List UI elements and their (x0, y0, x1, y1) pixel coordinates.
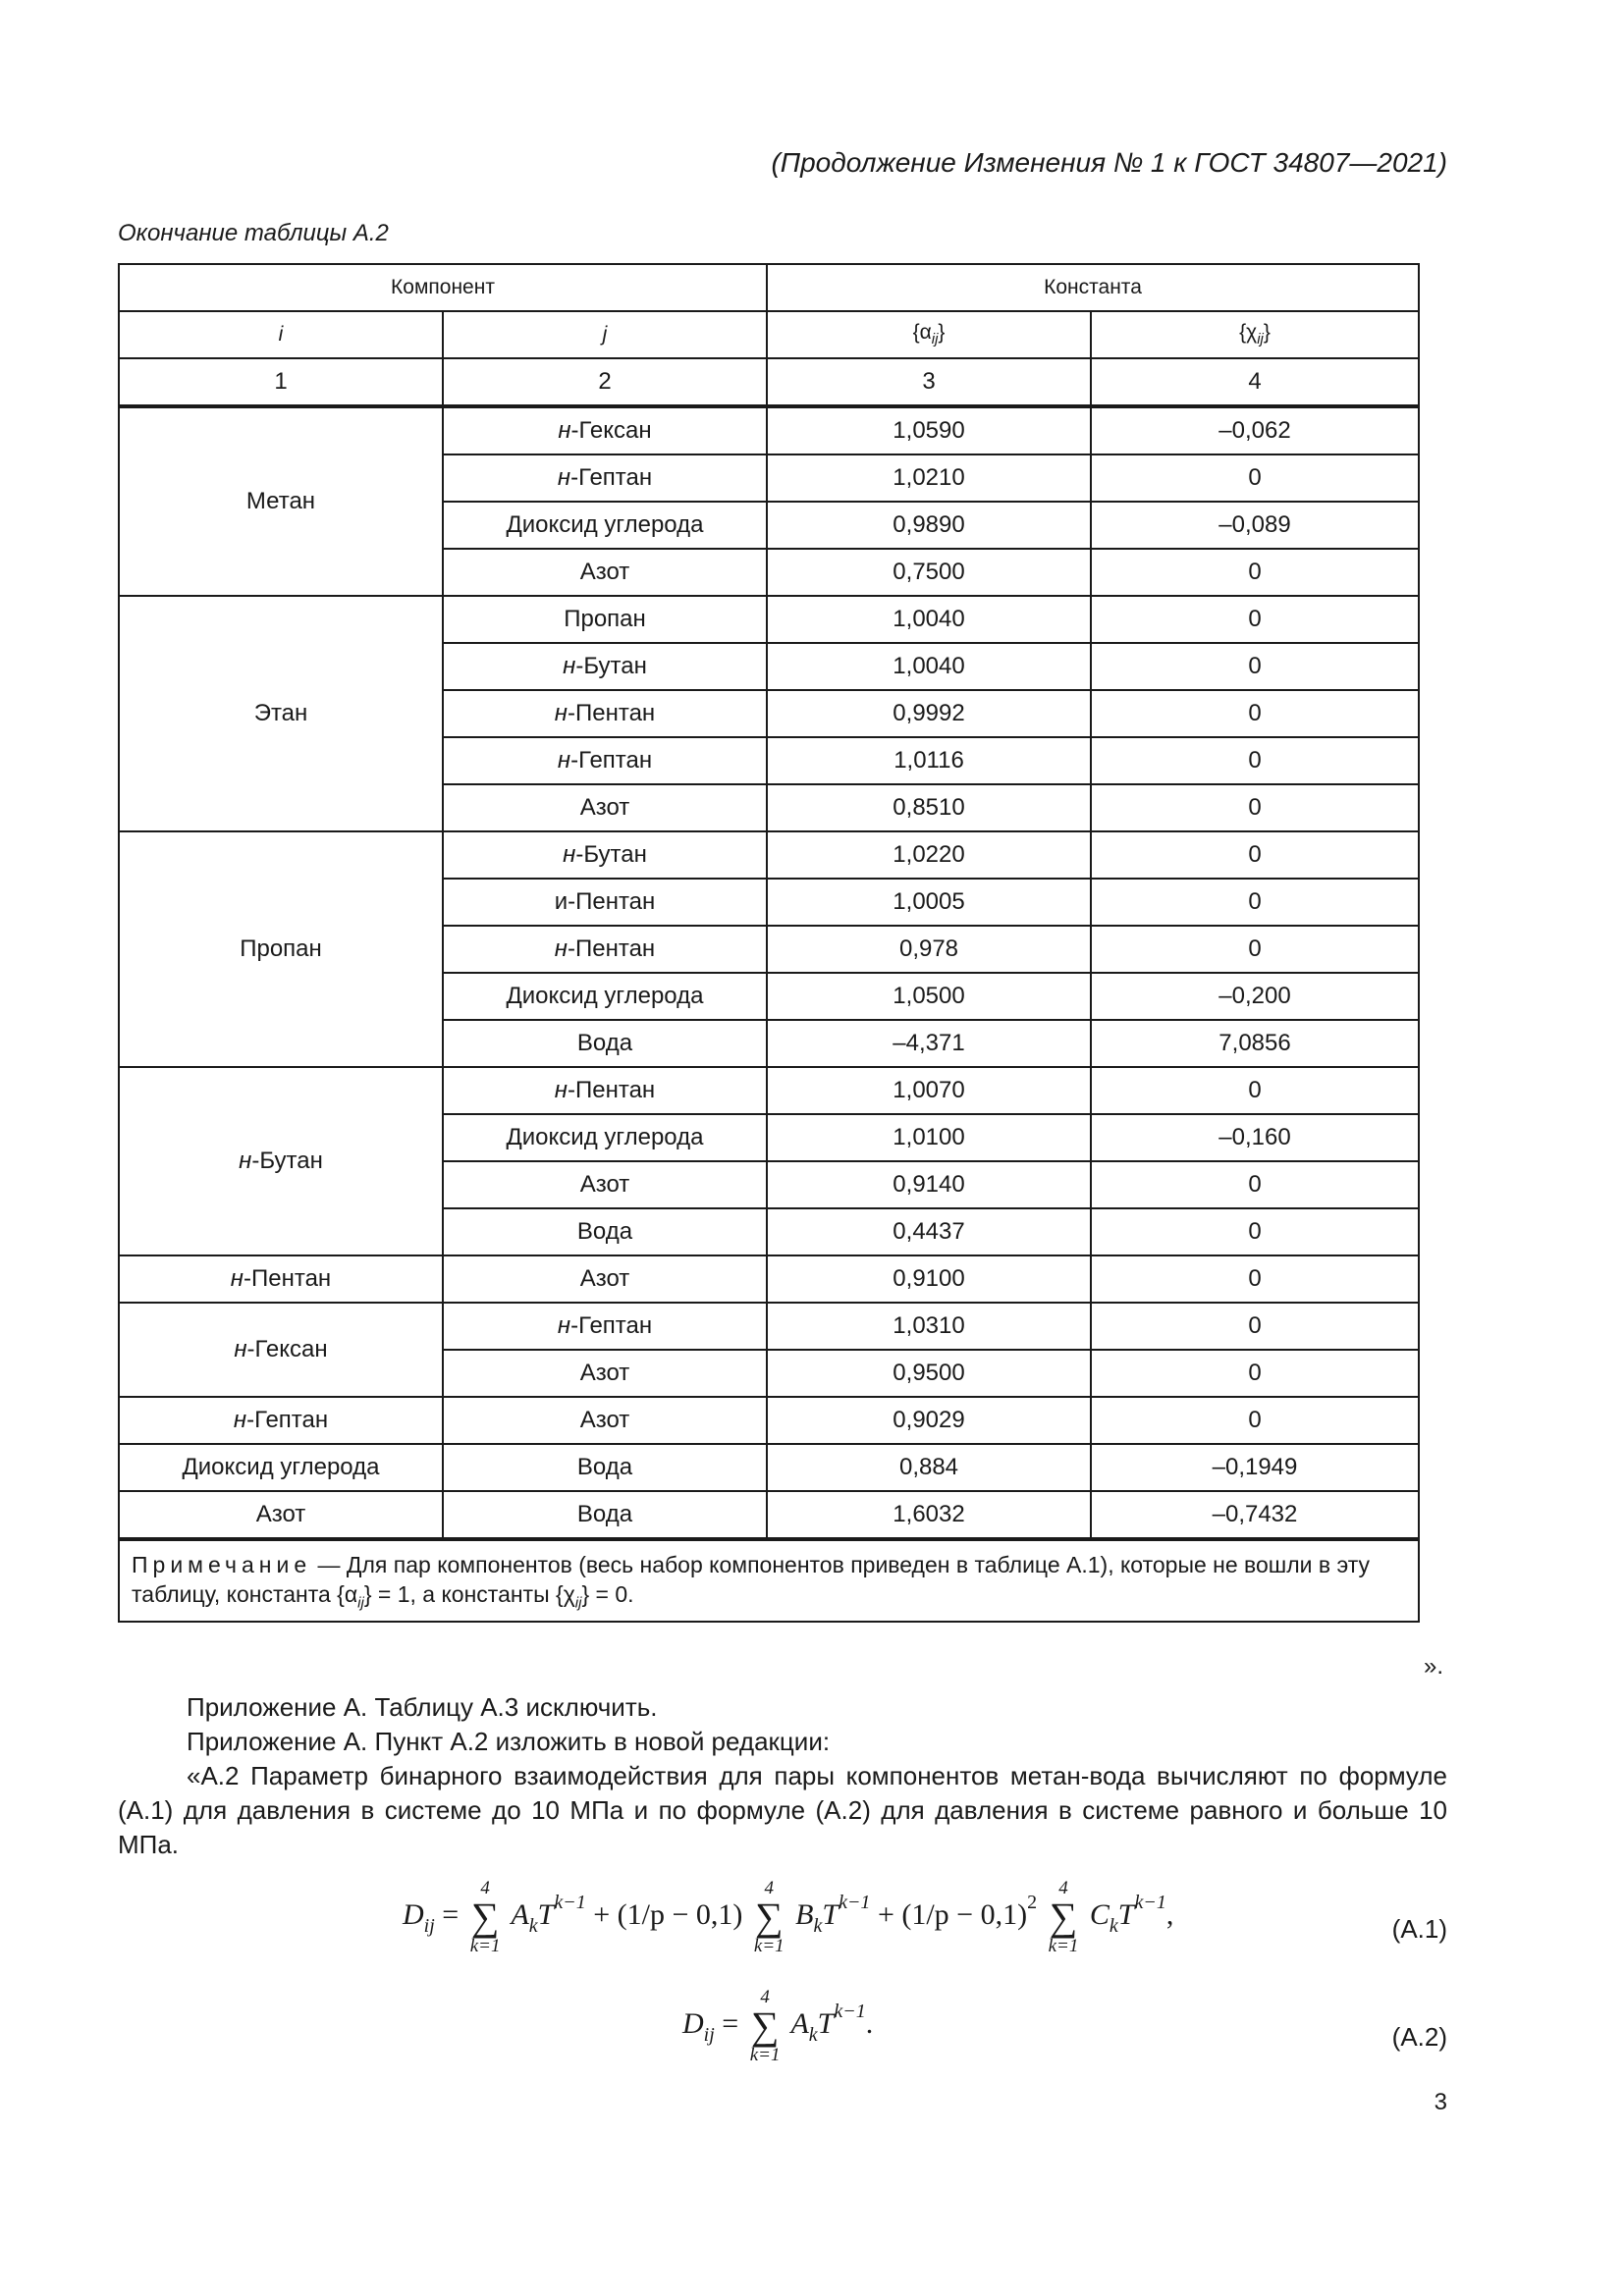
chi-value-cell: 0 (1091, 831, 1419, 879)
header-component: Компонент (119, 264, 767, 311)
chi-value-cell: 0 (1091, 1303, 1419, 1350)
alpha-value-cell: 0,884 (767, 1444, 1091, 1491)
alpha-value-cell: 0,9890 (767, 502, 1091, 549)
component-j-cell: н-Гептан (443, 1303, 767, 1350)
chi-value-cell: 0 (1091, 690, 1419, 737)
chi-value-cell: 0 (1091, 596, 1419, 643)
table-row (119, 831, 1419, 879)
chi-value-cell: 0 (1091, 926, 1419, 973)
col-num-1: 1 (119, 358, 443, 406)
formula-a2: $D_{ij}$ = 4 ∑ k=1 $A_kT^{k-1}$. (682, 1987, 874, 2065)
chi-value-cell: 0 (1091, 784, 1419, 831)
alpha-value-cell: –4,371 (767, 1020, 1091, 1067)
constants-table (118, 263, 1420, 1623)
paragraph-2: Приложение А. Пункт А.2 изложить в новой редакции: (187, 1727, 831, 1756)
table-row (119, 596, 1419, 643)
component-j-cell: н-Бутан (443, 831, 767, 879)
chi-value-cell: 0 (1091, 454, 1419, 502)
component-j-cell: Вода (443, 1444, 767, 1491)
alpha-value-cell: 0,978 (767, 926, 1091, 973)
paragraph-3: «А.2 Параметр бинарного взаимодействия для пары компонентов метан-вода вычисляют по формуле (А.1) для давления в системе до 10 МПа и по формуле (А.2) для давления в системе равного и больше 10 МПа. (118, 1761, 1447, 1859)
formula-a2-number: (А.2) (1391, 2022, 1447, 2052)
component-i-cell: Метан (119, 406, 443, 596)
component-i-cell: н-Гексан (119, 1303, 443, 1397)
chi-value-cell: –0,1949 (1091, 1444, 1419, 1491)
closing-quote: ». (1424, 1653, 1444, 1680)
header-j: j (443, 311, 767, 358)
alpha-value-cell: 1,0070 (767, 1067, 1091, 1114)
component-j-cell: Вода (443, 1491, 767, 1539)
formula-a1: $D_{ij}$ = 4 ∑ k=1 $A_kT^{k-1} + (1/p - 0,1)$ 4 ∑ k=1 $B_kT^{k-1} + (1/p - 0,1)^2$ 4 ∑ k=1 $C_kT^{k-1}$, (403, 1878, 1174, 1956)
alpha-value-cell: 1,0116 (767, 737, 1091, 784)
table-note: Примечание — Для пар компонентов (весь набор компонентов приведен в таблице А.1), которые не вошли в эту таблицу, константа $\{\alpha_{ij}\} = 1$, а константы $\{\chi_{ij}\} = 0$. (119, 1539, 1419, 1622)
table-row (119, 406, 1419, 454)
alpha-value-cell: 1,0500 (767, 973, 1091, 1020)
component-j-cell: Диоксид углерода (443, 1114, 767, 1161)
col-num-3: 3 (767, 358, 1091, 406)
sum-symbol-1: 4 ∑ k=1 (469, 1878, 501, 1956)
component-j-cell: Вода (443, 1020, 767, 1067)
chi-value-cell: 0 (1091, 1397, 1419, 1444)
component-j-cell: н-Гептан (443, 454, 767, 502)
header-chi: $\{\chi_{ij}\}$ (1091, 311, 1419, 358)
alpha-value-cell: 1,0005 (767, 879, 1091, 926)
component-j-cell: и-Пентан (443, 879, 767, 926)
col-num-2: 2 (443, 358, 767, 406)
component-j-cell: н-Пентан (443, 1067, 767, 1114)
chi-value-cell: 7,0856 (1091, 1020, 1419, 1067)
table-row (119, 1491, 1419, 1539)
header-constant: Константа (767, 264, 1419, 311)
component-j-cell: Азот (443, 1350, 767, 1397)
alpha-value-cell: 1,0220 (767, 831, 1091, 879)
component-i-cell: н-Пентан (119, 1255, 443, 1303)
table-row (119, 1444, 1419, 1491)
sum-symbol-3: 4 ∑ k=1 (1048, 1878, 1079, 1956)
table-row (119, 1303, 1419, 1350)
table-row (119, 1067, 1419, 1114)
component-j-cell: Азот (443, 549, 767, 596)
component-j-cell: Азот (443, 1397, 767, 1444)
table-row (119, 1255, 1419, 1303)
sum-symbol-4: 4 ∑ k=1 (749, 1987, 781, 2065)
component-i-cell: Пропан (119, 831, 443, 1067)
component-j-cell: н-Бутан (443, 643, 767, 690)
chi-value-cell: 0 (1091, 879, 1419, 926)
component-j-cell: Азот (443, 1161, 767, 1208)
alpha-value-cell: 1,0040 (767, 596, 1091, 643)
alpha-value-cell: 0,4437 (767, 1208, 1091, 1255)
component-i-cell: Азот (119, 1491, 443, 1539)
formula-a1-number: (А.1) (1391, 1914, 1447, 1944)
component-j-cell: Азот (443, 1255, 767, 1303)
alpha-value-cell: 1,0100 (767, 1114, 1091, 1161)
component-j-cell: н-Пентан (443, 690, 767, 737)
component-j-cell: н-Пентан (443, 926, 767, 973)
chi-value-cell: 0 (1091, 1161, 1419, 1208)
chi-value-cell: 0 (1091, 737, 1419, 784)
chi-value-cell: –0,089 (1091, 502, 1419, 549)
header-alpha: $\{\alpha_{ij}\}$ (767, 311, 1091, 358)
alpha-value-cell: 0,9500 (767, 1350, 1091, 1397)
component-i-cell: Диоксид углерода (119, 1444, 443, 1491)
alpha-value-cell: 0,9029 (767, 1397, 1091, 1444)
alpha-value-cell: 0,9992 (767, 690, 1091, 737)
page-header: (Продолжение Изменения № 1 к ГОСТ 34807—2021) (771, 147, 1447, 178)
component-j-cell: н-Гептан (443, 737, 767, 784)
component-i-cell: н-Бутан (119, 1067, 443, 1255)
alpha-value-cell: 1,6032 (767, 1491, 1091, 1539)
alpha-value-cell: 0,8510 (767, 784, 1091, 831)
alpha-value-cell: 0,9140 (767, 1161, 1091, 1208)
chi-value-cell: 0 (1091, 1350, 1419, 1397)
header-i: i (119, 311, 443, 358)
chi-value-cell: –0,200 (1091, 973, 1419, 1020)
alpha-value-cell: 0,9100 (767, 1255, 1091, 1303)
chi-value-cell: –0,160 (1091, 1114, 1419, 1161)
chi-value-cell: 0 (1091, 1067, 1419, 1114)
page-number: 3 (1434, 2089, 1447, 2115)
component-j-cell: Вода (443, 1208, 767, 1255)
component-j-cell: Азот (443, 784, 767, 831)
component-j-cell: н-Гексан (443, 406, 767, 454)
table-caption: Окончание таблицы А.2 (118, 220, 389, 246)
component-i-cell: Этан (119, 596, 443, 831)
alpha-value-cell: 1,0310 (767, 1303, 1091, 1350)
alpha-value-cell: 1,0590 (767, 406, 1091, 454)
chi-value-cell: –0,7432 (1091, 1491, 1419, 1539)
component-i-cell: н-Гептан (119, 1397, 443, 1444)
chi-value-cell: 0 (1091, 549, 1419, 596)
component-j-cell: Пропан (443, 596, 767, 643)
alpha-value-cell: 0,7500 (767, 549, 1091, 596)
chi-value-cell: 0 (1091, 1208, 1419, 1255)
chi-value-cell: –0,062 (1091, 406, 1419, 454)
paragraph-1: Приложение А. Таблицу А.3 исключить. (187, 1692, 658, 1722)
component-j-cell: Диоксид углерода (443, 502, 767, 549)
alpha-value-cell: 1,0040 (767, 643, 1091, 690)
table-row (119, 1397, 1419, 1444)
alpha-value-cell: 1,0210 (767, 454, 1091, 502)
chi-value-cell: 0 (1091, 1255, 1419, 1303)
table-body (119, 406, 1419, 1539)
col-num-4: 4 (1091, 358, 1419, 406)
component-j-cell: Диоксид углерода (443, 973, 767, 1020)
chi-value-cell: 0 (1091, 643, 1419, 690)
note-label: Примечание (132, 1552, 312, 1577)
sum-symbol-2: 4 ∑ k=1 (753, 1878, 785, 1956)
